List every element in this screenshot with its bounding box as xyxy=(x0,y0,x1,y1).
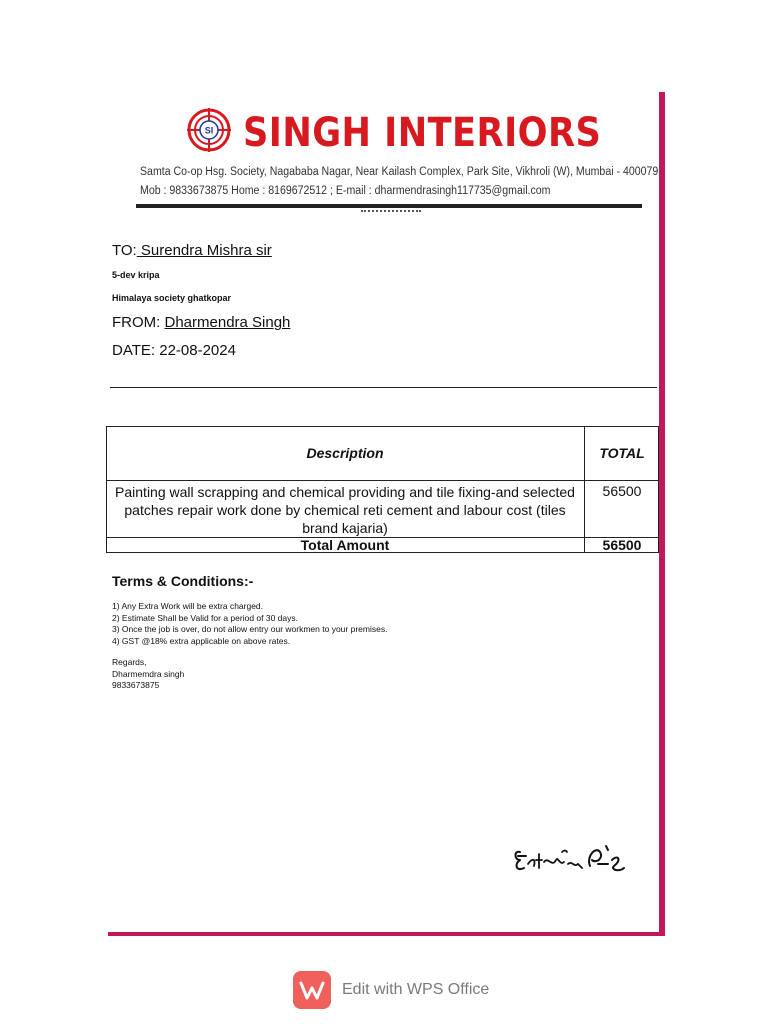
closing-block xyxy=(112,657,184,692)
heading-fragment xyxy=(361,210,421,215)
company-address: Samta Co-op Hsg. Society, Nagababa Nagar, Near Kailash Complex, Park Site, Vikhroli (W), Mumbai - 400079 xyxy=(140,166,659,178)
total-amount-value: 56500 xyxy=(602,537,642,553)
company-name: SINGH INTERIORS xyxy=(243,110,602,156)
wps-office-icon[interactable] xyxy=(293,971,331,1009)
to-address-line2: Himalaya society ghatkopar xyxy=(112,293,232,303)
terms-item: 2) Estimate Shall be Valid for a period of 30 days. xyxy=(112,612,298,623)
from-name: Dharmendra Singh xyxy=(164,314,291,331)
table-header-description: Description xyxy=(306,445,384,461)
date-value: 22-08-2024 xyxy=(159,342,236,359)
sender-phone: 9833673875 xyxy=(112,680,160,690)
date-label: DATE: xyxy=(112,342,156,359)
terms-item: 3) Once the job is over, do not allow entry our workmen to your premises. xyxy=(112,624,388,634)
table-row-total: 56500 xyxy=(602,483,642,499)
regards-text: Regards, xyxy=(112,657,147,667)
page-right-border xyxy=(659,92,665,934)
signature-icon xyxy=(512,838,630,878)
date-line xyxy=(112,342,236,359)
table-header-divider xyxy=(106,480,659,481)
from-line xyxy=(112,314,290,331)
sender-name: Dharmemdra singh xyxy=(112,668,185,679)
to-address-line1: 5-dev kripa xyxy=(112,270,160,280)
terms-list xyxy=(112,601,387,647)
terms-item: 4) GST @18% extra applicable on above rates. xyxy=(112,635,291,646)
company-contact: Mob : 9833673875 Home : 8169672512 ; E-mail : dharmendrasingh117735@gmail.com xyxy=(140,185,551,197)
svg-text:SI: SI xyxy=(204,125,214,136)
to-line xyxy=(112,242,272,259)
to-name: Surendra Mishra sir xyxy=(136,242,272,259)
letterhead-divider xyxy=(136,204,642,208)
wps-edit-link[interactable]: Edit with WPS Office xyxy=(342,981,490,998)
table-row-description: Painting wall scrapping and chemical providing and tile fixing-and selected patches repair work done by chemical reti cement and labour cost (tiles brand kajaria) xyxy=(115,484,575,536)
from-label: FROM: xyxy=(112,314,161,331)
terms-item: 1) Any Extra Work will be extra charged. xyxy=(112,601,264,611)
total-amount-label: Total Amount xyxy=(300,537,390,553)
to-label: TO: xyxy=(112,242,137,259)
section-separator xyxy=(110,387,657,388)
terms-title: Terms & Conditions:- xyxy=(112,573,254,589)
table-header-total: TOTAL xyxy=(599,445,645,461)
company-logo-icon xyxy=(187,108,231,152)
page-bottom-border xyxy=(108,932,665,936)
